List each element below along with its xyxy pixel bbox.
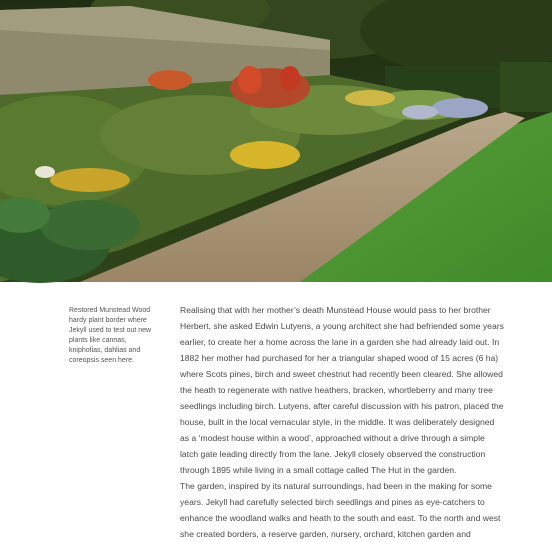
body-line: as a ‘modest house within a wood’, approached without a drive through a simple (180, 433, 485, 443)
caption-line: plants like cannas, (69, 337, 127, 344)
caption-line: Restored Munstead Wood (69, 307, 151, 314)
body-line: seedlings including birch. Lutyens, after careful discussion with his patron, placed the (180, 401, 504, 411)
body-line: through 1895 while living in a small cottage called The Hut in the garden. (180, 465, 457, 475)
caption-line: hardy plant border where (69, 317, 147, 324)
caption-line: Jekyll used to test out new (69, 327, 152, 334)
body-line: enhance the woodland walks and heath to the south and east. To the north and west (180, 513, 501, 523)
body-line: Realising that with her mother’s death Munstead House would pass to her brother (180, 305, 491, 315)
body-line: earlier, to create her a home across the lane in a garden she had already laid out. In (180, 337, 500, 347)
body-line: Herbert, she asked Edwin Lutyens, a young architect she had befriended some years (180, 321, 504, 331)
body-line: latch gate leading directly from the lane. Jekyll closely observed the construction (180, 449, 486, 459)
body-line: 1882 her mother had purchased for her a triangular shaped wood of 15 acres (6 ha) (180, 353, 499, 363)
caption-line: kniphofias, dahlias and (69, 347, 141, 354)
body-line: The garden, inspired by its natural surroundings, had been in the making for some (180, 481, 492, 491)
body-line: years. Jekyll had carefully selected birch seedlings and pines as eye-catchers to (180, 497, 485, 507)
body-line: house, built in the local vernacular style, in the middle. It was deliberately designed (180, 417, 495, 427)
body-line: where Scots pines, birch and sweet chestnut had recently been cleared. She allowed (180, 369, 503, 379)
caption-line: coreopsis seen here. (69, 357, 134, 364)
body-line: she created borders, a reserve garden, nursery, orchard, kitchen garden and (180, 529, 471, 539)
body-line: the heath to regenerate with native heathers, bracken, whortleberry and many tree (180, 385, 493, 395)
photo-caption (69, 306, 167, 366)
body-text (180, 302, 550, 542)
